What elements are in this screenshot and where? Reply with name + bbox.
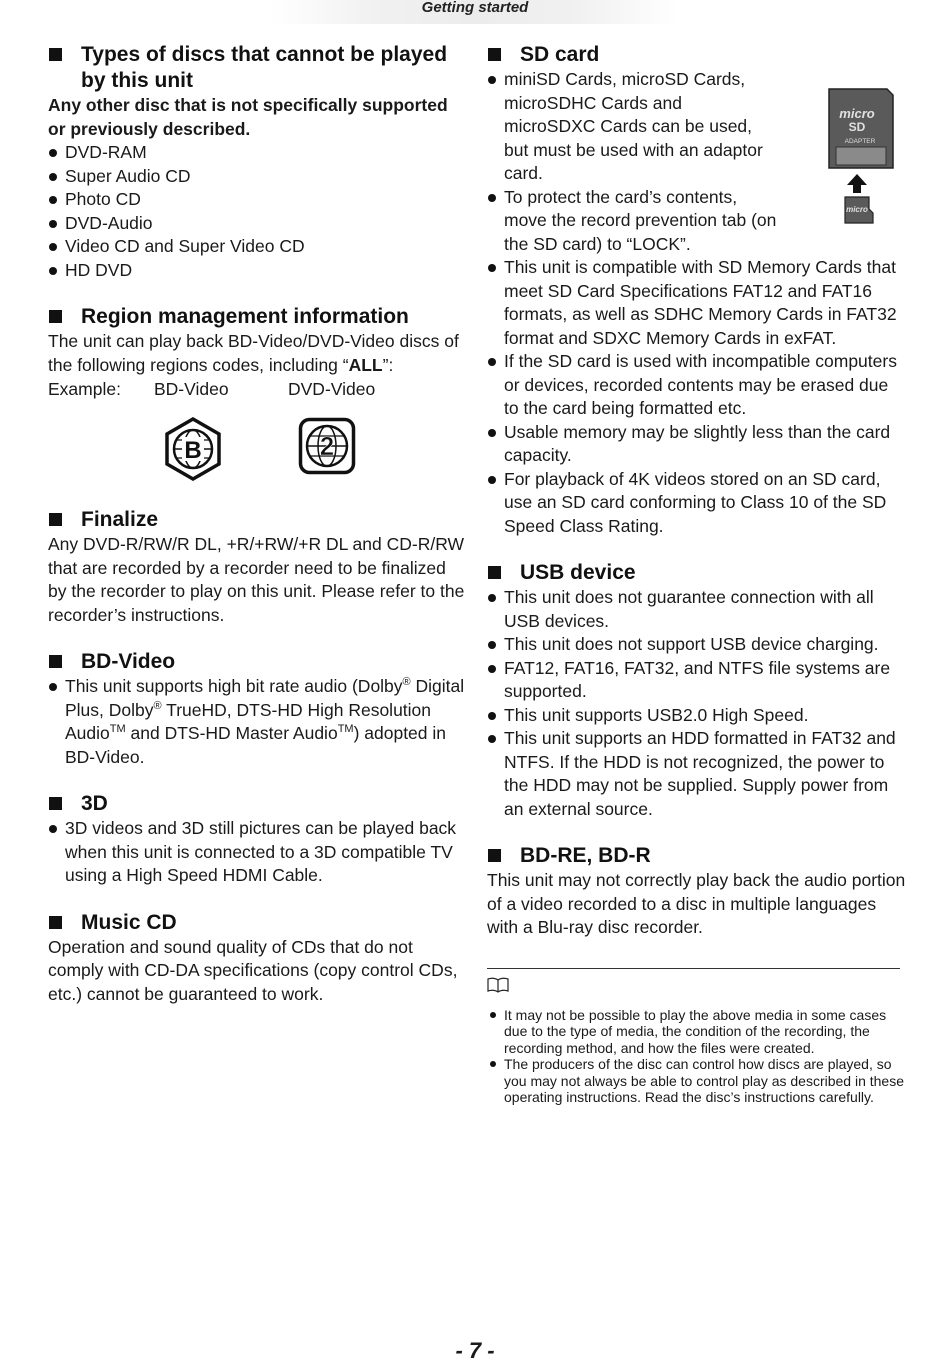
section-body: This unit may not correctly play back the audio portion of a video recorded to a disc in multiple languages with a Blu-ray disc recorder. (487, 870, 906, 937)
dvd-region-number: 2 (319, 431, 335, 461)
section-sd-card (487, 42, 907, 538)
adapter-text: ADAPTER (844, 138, 876, 145)
section-marker-icon (49, 916, 62, 929)
section-body: Any DVD-R/RW/R DL, +R/+RW/+R DL and CD-R/RW that are recorded by a recorder need to be finalized by the recorder to play on this unit. Please refer to the recorder’s instructions. (48, 534, 465, 625)
section-body: The unit can play back BD-Video/DVD-Video discs of the following regions codes, including “ALL”: (48, 331, 459, 375)
section-title: Music CD (48, 910, 468, 936)
bd-video-label: BD-Video (154, 379, 229, 399)
section-bd-re-bd-r (487, 843, 907, 940)
section-music-cd (48, 910, 468, 1007)
section-body: Operation and sound quality of CDs that do not comply with CD-DA specifications (copy control CDs, etc.) cannot be guaranteed to work. (48, 936, 458, 1004)
list-item: HD DVD (48, 259, 468, 283)
section-title: SD card (487, 42, 907, 68)
card-micro-logo: micro (846, 205, 868, 214)
list-item: This unit supports an HDD formatted in FAT32 and NTFS. If the HDD is not recognized, the power to the HDD may not be supplied. Supply power from an external source. (487, 727, 907, 821)
list-item: For playback of 4K videos stored on an SD card, use an SD card conforming to Class 10 of the SD Speed Class Rating. (487, 468, 907, 539)
3d-list (48, 817, 468, 888)
list-item: Usable memory may be slightly less than the card capacity. (487, 421, 907, 468)
section-title: Types of discs that cannot be played by this unit (48, 42, 468, 94)
notes-divider (487, 968, 900, 969)
adapter-micro-logo: micro (839, 106, 875, 121)
section-marker-icon (49, 797, 62, 810)
region-code-icons (48, 417, 468, 485)
section-marker-icon (49, 655, 62, 668)
list-item: FAT12, FAT16, FAT32, and NTFS file systems are supported. (487, 657, 907, 704)
section-finalize (48, 507, 468, 627)
bd-region-letter: B (184, 437, 202, 464)
right-column (487, 42, 907, 1106)
section-marker-icon (49, 310, 62, 323)
list-item: This unit is compatible with SD Memory Cards that meet SD Card Specifications FAT12 and FAT16 formats, as well as SDHC Memory Cards in FAT32 format and SDXC Memory Cards in exFAT. (487, 256, 907, 350)
example-label: Example: (48, 379, 121, 399)
section-usb-device (487, 560, 907, 821)
list-item: 3D videos and 3D still pictures can be played back when this unit is connected to a 3D compatible TV using a High Speed HDMI Cable. (48, 817, 468, 888)
note-item: It may not be possible to play the above media in some cases due to the type of media, the condition of the recording, the recording method, and how the files were created. (487, 1007, 907, 1057)
section-title: Finalize (48, 507, 468, 533)
section-marker-icon (49, 513, 62, 526)
section-title: BD-RE, BD-R (487, 843, 907, 869)
dvd-video-label: DVD-Video (288, 379, 376, 399)
section-intro: Any other disc that is not specifically supported or previously described. (48, 95, 448, 139)
section-bd-video (48, 649, 468, 769)
section-title: 3D (48, 791, 468, 817)
section-region-management (48, 304, 468, 485)
section-unplayable-discs (48, 42, 468, 282)
note-book-icon (487, 977, 907, 997)
section-3d (48, 791, 468, 888)
list-item: Video CD and Super Video CD (48, 235, 468, 259)
list-item: Super Audio CD (48, 165, 468, 189)
adapter-sd-logo: SD (848, 120, 866, 134)
list-item: If the SD card is used with incompatible computers or devices, recorded contents may be erased due to the card being formatted etc. (487, 350, 907, 421)
list-item: This unit supports USB2.0 High Speed. (487, 704, 907, 728)
bd-video-list (48, 675, 468, 769)
section-title: BD-Video (48, 649, 468, 675)
list-item: To protect the card’s contents, move the record prevention tab (on the SD card) to “LOCK”. (487, 186, 907, 257)
example-row (48, 377, 468, 401)
section-marker-icon (488, 48, 501, 61)
note-item: The producers of the disc can control how discs are played, so you may not always be able to control play as described in these operating instructions. Read the disc’s instructions carefully. (487, 1056, 907, 1106)
list-item: This unit does not support USB device charging. (487, 633, 907, 657)
section-marker-icon (488, 849, 501, 862)
list-item: This unit supports high bit rate audio (Dolby® Digital Plus, Dolby® TrueHD, DTS-HD High Resolution Audio™ and DTS-HD Master Audio™) adopted in BD-Video. (48, 675, 468, 769)
page-header: Getting started (270, 0, 680, 24)
page-number: - 7 - (455, 1338, 495, 1363)
section-title: USB device (487, 560, 907, 586)
sd-card-list (487, 68, 907, 538)
section-title: Region management information (48, 304, 468, 330)
list-item: DVD-Audio (48, 212, 468, 236)
section-marker-icon (49, 48, 62, 61)
list-item: DVD-RAM (48, 141, 468, 165)
section-marker-icon (488, 566, 501, 579)
unplayable-disc-list (48, 141, 468, 282)
notes-list (487, 1007, 907, 1107)
usb-list (487, 586, 907, 821)
left-column (48, 42, 468, 1028)
list-item: miniSD Cards, microSD Cards, microSDHC Cards and microSDXC Cards can be used, but must be used with an adaptor card. (487, 68, 907, 186)
list-item: This unit does not guarantee connection with all USB devices. (487, 586, 907, 633)
dvd-region-icon (298, 417, 356, 475)
bd-region-icon (164, 417, 222, 481)
list-item: Photo CD (48, 188, 468, 212)
